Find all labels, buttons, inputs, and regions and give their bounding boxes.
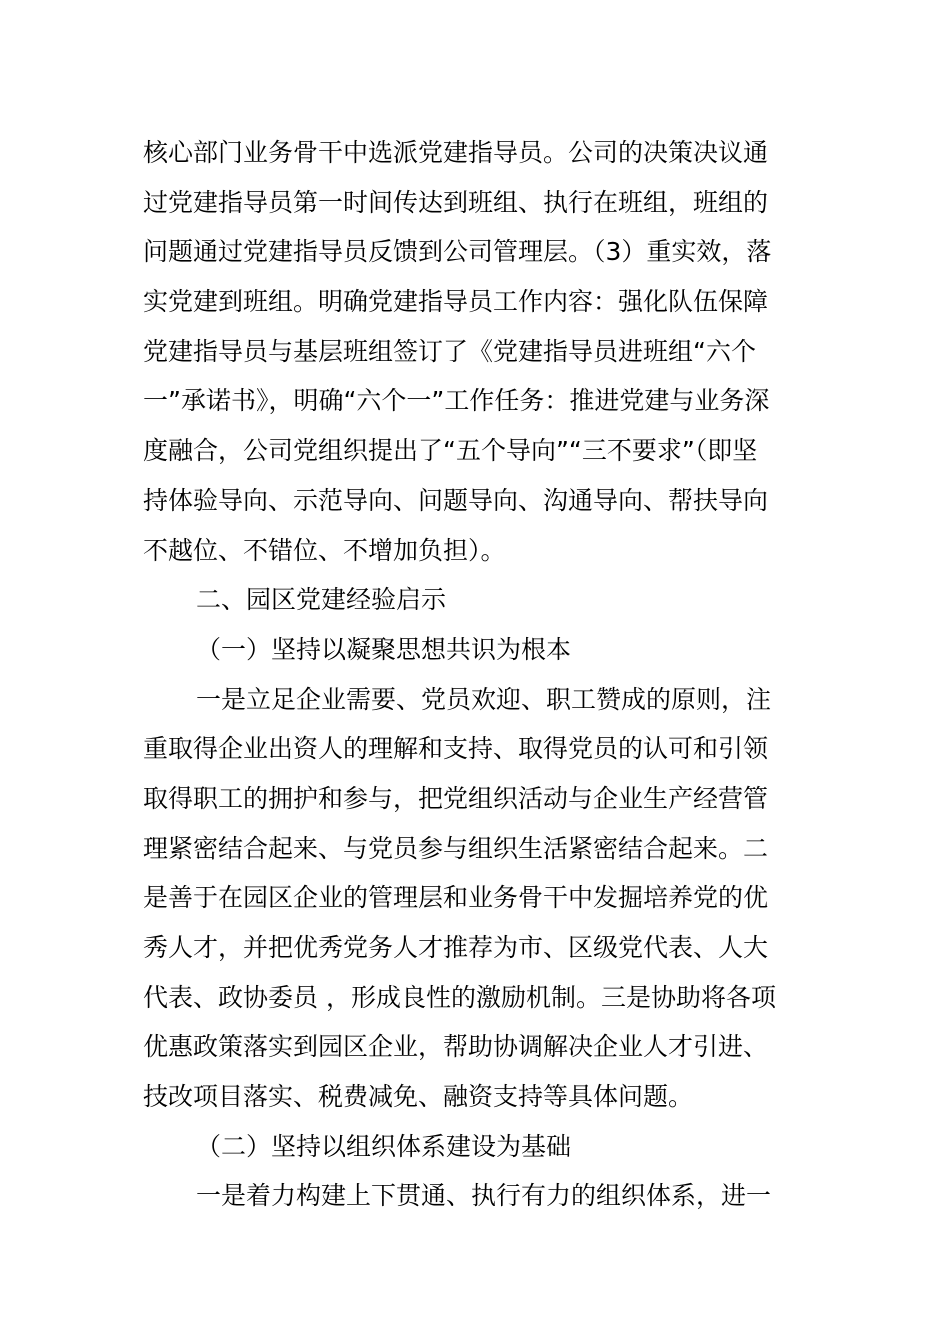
text-line: 一是立足企业需要、党员欢迎、职工赞成的原则，注 [196,684,772,714]
text-line: 秀人才，并把优秀党务人才推荐为市、区级党代表、人大 [143,933,769,962]
text-line: 理紧密结合起来、与党员参与组织生活紧密结合起来。二 [143,833,769,863]
section-heading: 二、园区党建经验启示 [196,585,447,615]
subsection-heading: （二）坚持以组织体系建设为基础 [196,1131,572,1161]
text-line: 取得职工的拥护和参与，把党组织活动与企业生产经营管 [143,783,769,813]
text-line: 代表、政协委员 ，形成良性的激励机制。三是协助将各项 [143,982,776,1012]
text-line: 技改项目落实、税费减免、融资支持等具体问题。 [143,1082,694,1112]
text-line: 党建指导员与基层班组签订了《党建指导员进班组“六个 [143,336,756,366]
text-line: 一”承诺书》，明确“六个一”工作任务：推进党建与业务深 [143,386,770,416]
text-line: 优惠政策落实到园区企业，帮助协调解决企业人才引进、 [143,1032,769,1062]
text-line: 度融合，公司党组织提出了“五个导向”“三不要求”（即坚 [143,436,758,466]
document-body [143,128,808,1221]
text-line: 一是着力构建上下贯通、执行有力的组织体系，进一 [196,1181,772,1211]
text-line: 实党建到班组。明确党建指导员工作内容：强化队伍保障 [143,287,769,317]
text-line: 是善于在园区企业的管理层和业务骨干中发掘培养党的优 [143,883,769,913]
text-line: 不越位、不错位、不增加负担）。 [143,535,506,565]
text-line: 问题通过党建指导员反馈到公司管理层。（3）重实效，落 [143,237,772,267]
text-line: 过党建指导员第一时间传达到班组、执行在班组，班组的 [143,187,769,217]
text-line: 核心部门业务骨干中选派党建指导员。公司的决策决议通 [143,138,769,167]
text-line: 持体验导向、示范导向、问题导向、沟通导向、帮扶导向 [143,485,769,515]
text-line: 重取得企业出资人的理解和支持、取得党员的认可和引领 [143,734,769,764]
subsection-heading: （一）坚持以凝聚思想共识为根本 [196,634,572,664]
